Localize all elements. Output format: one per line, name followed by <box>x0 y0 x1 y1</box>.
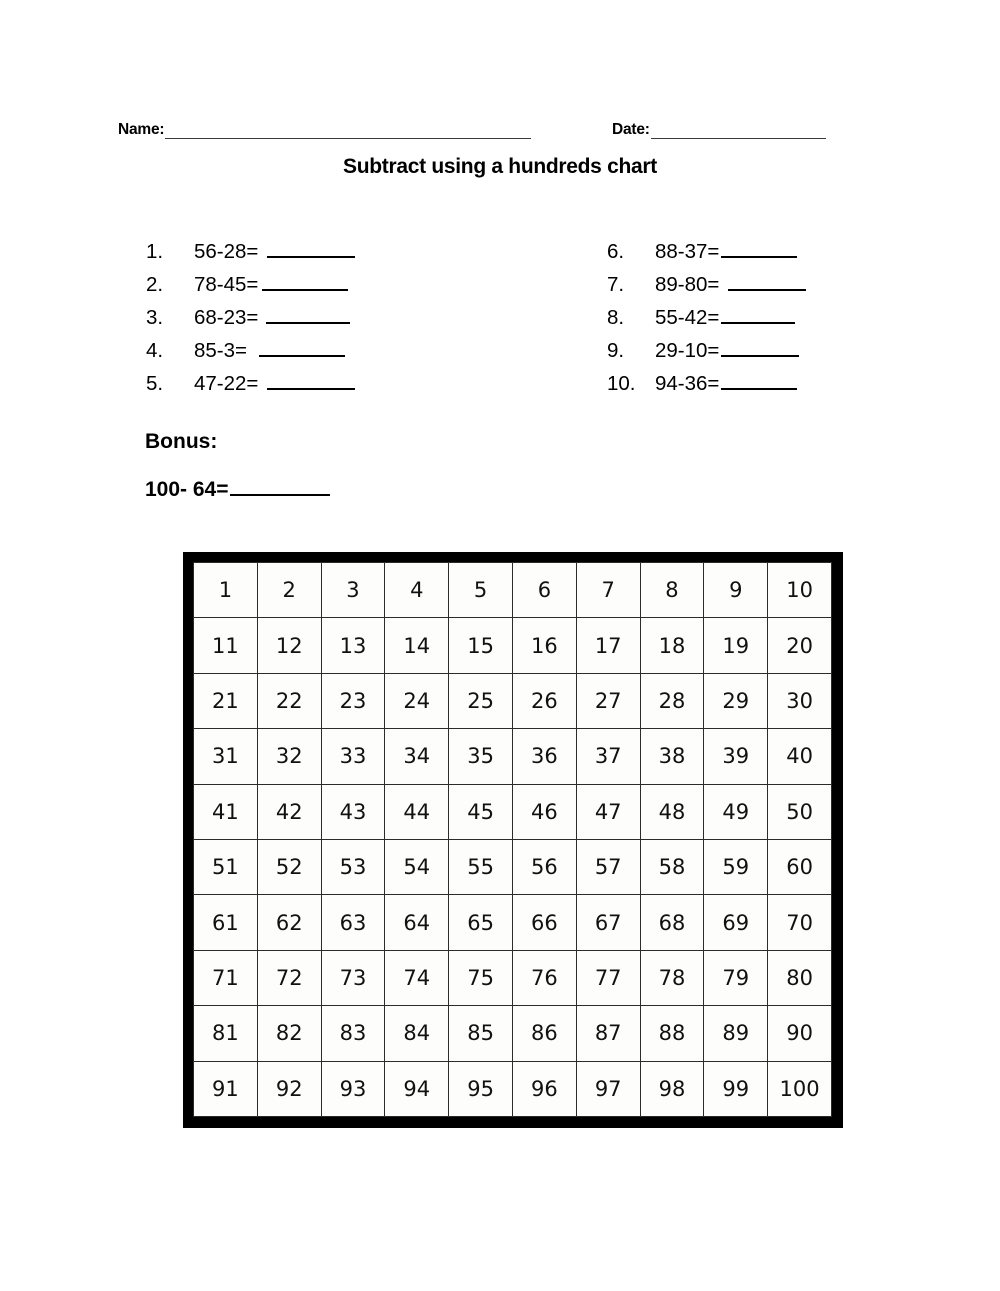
hundreds-chart-cell[interactable]: 44 <box>385 784 449 839</box>
hundreds-chart-cell[interactable]: 8 <box>640 563 704 618</box>
hundreds-chart-cell[interactable]: 15 <box>449 618 513 673</box>
date-input-rule[interactable] <box>651 123 826 139</box>
problem-number: 9. <box>607 339 625 362</box>
hundreds-chart-cell[interactable]: 38 <box>640 729 704 784</box>
problem-number: 7. <box>607 273 625 296</box>
hundreds-chart-row <box>194 1006 832 1061</box>
problem-set <box>0 240 1000 415</box>
problem-item <box>607 372 937 405</box>
problem-number: 5. <box>146 372 164 395</box>
hundreds-chart-cell[interactable]: 9 <box>704 563 768 618</box>
hundreds-chart-cell[interactable]: 45 <box>449 784 513 839</box>
answer-blank[interactable] <box>267 376 355 390</box>
problem-equation: 85-3= <box>194 339 248 362</box>
problem-equation: 94-36= <box>655 372 720 395</box>
problem-equation: 47-22= <box>194 372 259 395</box>
hundreds-chart-cell[interactable]: 95 <box>449 1061 513 1116</box>
hundreds-chart <box>183 552 843 1128</box>
hundreds-chart-cell[interactable]: 46 <box>512 784 576 839</box>
problem-column-right <box>607 240 937 405</box>
answer-blank[interactable] <box>721 244 797 258</box>
hundreds-chart-cell[interactable]: 57 <box>576 839 640 894</box>
hundreds-chart-cell[interactable]: 87 <box>576 1006 640 1061</box>
hundreds-chart-cell[interactable]: 71 <box>194 950 258 1005</box>
problem-equation: 68-23= <box>194 306 259 329</box>
answer-blank[interactable] <box>266 310 350 324</box>
problem-number: 8. <box>607 306 625 329</box>
date-field[interactable] <box>612 113 826 139</box>
hundreds-chart-cell[interactable]: 88 <box>640 1006 704 1061</box>
hundreds-chart-cell[interactable]: 29 <box>704 673 768 728</box>
problem-column-left <box>146 240 476 405</box>
hundreds-chart-cell[interactable]: 42 <box>257 784 321 839</box>
answer-blank[interactable] <box>721 310 795 324</box>
hundreds-chart-cell[interactable]: 86 <box>512 1006 576 1061</box>
hundreds-chart-cell[interactable]: 32 <box>257 729 321 784</box>
hundreds-chart-cell[interactable]: 100 <box>768 1061 832 1116</box>
hundreds-chart-cell[interactable]: 60 <box>768 839 832 894</box>
hundreds-chart-cell[interactable]: 65 <box>449 895 513 950</box>
hundreds-chart-cell[interactable]: 1 <box>194 563 258 618</box>
hundreds-chart-row <box>194 729 832 784</box>
hundreds-chart-row <box>194 839 832 894</box>
problem-number: 6. <box>607 240 625 263</box>
hundreds-chart-cell[interactable]: 10 <box>768 563 832 618</box>
hundreds-chart-cell[interactable]: 66 <box>512 895 576 950</box>
problem-number: 4. <box>146 339 164 362</box>
hundreds-chart-cell[interactable]: 92 <box>257 1061 321 1116</box>
hundreds-chart-cell[interactable]: 74 <box>385 950 449 1005</box>
hundreds-chart-cell[interactable]: 33 <box>321 729 385 784</box>
hundreds-chart-cell[interactable]: 67 <box>576 895 640 950</box>
hundreds-chart-cell[interactable]: 26 <box>512 673 576 728</box>
hundreds-chart-cell[interactable]: 82 <box>257 1006 321 1061</box>
hundreds-chart-cell[interactable]: 78 <box>640 950 704 1005</box>
hundreds-chart-row <box>194 673 832 728</box>
hundreds-chart-cell[interactable]: 75 <box>449 950 513 1005</box>
hundreds-chart-cell[interactable]: 2 <box>257 563 321 618</box>
hundreds-chart-cell[interactable]: 17 <box>576 618 640 673</box>
hundreds-chart-cell[interactable]: 34 <box>385 729 449 784</box>
hundreds-chart-cell[interactable]: 41 <box>194 784 258 839</box>
answer-blank[interactable] <box>721 343 799 357</box>
hundreds-chart-cell[interactable]: 49 <box>704 784 768 839</box>
hundreds-chart-cell[interactable]: 58 <box>640 839 704 894</box>
hundreds-chart-cell[interactable]: 28 <box>640 673 704 728</box>
answer-blank[interactable] <box>721 376 797 390</box>
hundreds-chart-cell[interactable]: 52 <box>257 839 321 894</box>
hundreds-chart-cell[interactable]: 89 <box>704 1006 768 1061</box>
hundreds-chart-cell[interactable]: 90 <box>768 1006 832 1061</box>
problem-number: 3. <box>146 306 164 329</box>
hundreds-chart-cell[interactable]: 24 <box>385 673 449 728</box>
bonus-answer-blank[interactable] <box>230 482 330 496</box>
hundreds-chart-row <box>194 784 832 839</box>
hundreds-chart-cell[interactable]: 56 <box>512 839 576 894</box>
hundreds-chart-cell[interactable]: 83 <box>321 1006 385 1061</box>
hundreds-chart-cell[interactable]: 73 <box>321 950 385 1005</box>
hundreds-chart-cell[interactable]: 12 <box>257 618 321 673</box>
hundreds-chart-cell[interactable]: 68 <box>640 895 704 950</box>
answer-blank[interactable] <box>267 244 355 258</box>
problem-item <box>146 273 476 306</box>
hundreds-chart-cell[interactable]: 79 <box>704 950 768 1005</box>
hundreds-chart-cell[interactable]: 55 <box>449 839 513 894</box>
problem-item <box>607 339 937 372</box>
problem-number: 1. <box>146 240 164 263</box>
hundreds-chart-cell[interactable]: 85 <box>449 1006 513 1061</box>
hundreds-chart-cell[interactable]: 59 <box>704 839 768 894</box>
hundreds-chart-cell[interactable]: 62 <box>257 895 321 950</box>
bonus-problem <box>145 478 330 502</box>
hundreds-chart-cell[interactable]: 47 <box>576 784 640 839</box>
problem-equation: 29-10= <box>655 339 720 362</box>
hundreds-chart-cell[interactable]: 61 <box>194 895 258 950</box>
problem-item <box>607 273 937 306</box>
date-label: Date: <box>612 121 650 138</box>
answer-blank[interactable] <box>259 343 345 357</box>
hundreds-chart-cell[interactable]: 31 <box>194 729 258 784</box>
hundreds-chart-cell[interactable]: 25 <box>449 673 513 728</box>
hundreds-chart-body <box>194 563 832 1117</box>
hundreds-chart-cell[interactable]: 30 <box>768 673 832 728</box>
name-input-rule[interactable] <box>165 123 531 139</box>
problem-equation: 88-37= <box>655 240 720 263</box>
hundreds-chart-cell[interactable]: 6 <box>512 563 576 618</box>
hundreds-chart-cell[interactable]: 93 <box>321 1061 385 1116</box>
problem-item <box>146 306 476 339</box>
bonus-equation: 100- 64= <box>145 478 229 501</box>
hundreds-chart-cell[interactable]: 18 <box>640 618 704 673</box>
hundreds-chart-cell[interactable]: 4 <box>385 563 449 618</box>
hundreds-chart-cell[interactable]: 20 <box>768 618 832 673</box>
hundreds-chart-cell[interactable]: 39 <box>704 729 768 784</box>
hundreds-chart-cell[interactable]: 97 <box>576 1061 640 1116</box>
hundreds-chart-cell[interactable]: 21 <box>194 673 258 728</box>
hundreds-chart-cell[interactable]: 14 <box>385 618 449 673</box>
name-field[interactable] <box>118 113 531 139</box>
hundreds-chart-cell[interactable]: 35 <box>449 729 513 784</box>
hundreds-chart-grid <box>193 562 832 1117</box>
hundreds-chart-row <box>194 563 832 618</box>
hundreds-chart-cell[interactable]: 13 <box>321 618 385 673</box>
answer-blank[interactable] <box>262 277 348 291</box>
problem-item <box>146 372 476 405</box>
problem-item <box>146 339 476 372</box>
hundreds-chart-cell[interactable]: 77 <box>576 950 640 1005</box>
hundreds-chart-cell[interactable]: 50 <box>768 784 832 839</box>
hundreds-chart-row <box>194 1061 832 1116</box>
hundreds-chart-cell[interactable]: 51 <box>194 839 258 894</box>
problem-item <box>607 240 937 273</box>
hundreds-chart-cell[interactable]: 7 <box>576 563 640 618</box>
hundreds-chart-cell[interactable]: 48 <box>640 784 704 839</box>
hundreds-chart-cell[interactable]: 94 <box>385 1061 449 1116</box>
problem-item <box>146 240 476 273</box>
hundreds-chart-cell[interactable]: 99 <box>704 1061 768 1116</box>
hundreds-chart-cell[interactable]: 16 <box>512 618 576 673</box>
problem-equation: 56-28= <box>194 240 259 263</box>
hundreds-chart-cell[interactable]: 40 <box>768 729 832 784</box>
hundreds-chart-cell[interactable]: 80 <box>768 950 832 1005</box>
page-title: Subtract using a hundreds chart <box>343 155 657 178</box>
hundreds-chart-cell[interactable]: 37 <box>576 729 640 784</box>
answer-blank[interactable] <box>728 277 806 291</box>
hundreds-chart-cell[interactable]: 36 <box>512 729 576 784</box>
bonus-heading: Bonus: <box>145 430 218 453</box>
hundreds-chart-cell[interactable]: 3 <box>321 563 385 618</box>
hundreds-chart-cell[interactable]: 96 <box>512 1061 576 1116</box>
hundreds-chart-cell[interactable]: 19 <box>704 618 768 673</box>
hundreds-chart-cell[interactable]: 72 <box>257 950 321 1005</box>
worksheet-header <box>0 113 1000 139</box>
hundreds-chart-cell[interactable]: 91 <box>194 1061 258 1116</box>
hundreds-chart-cell[interactable]: 81 <box>194 1006 258 1061</box>
hundreds-chart-row <box>194 950 832 1005</box>
problem-equation: 89-80= <box>655 273 720 296</box>
hundreds-chart-cell[interactable]: 64 <box>385 895 449 950</box>
hundreds-chart-cell[interactable]: 84 <box>385 1006 449 1061</box>
problem-number: 2. <box>146 273 164 296</box>
problem-number: 10. <box>607 372 636 395</box>
name-label: Name: <box>118 121 165 138</box>
hundreds-chart-cell[interactable]: 22 <box>257 673 321 728</box>
hundreds-chart-cell[interactable]: 70 <box>768 895 832 950</box>
hundreds-chart-cell[interactable]: 63 <box>321 895 385 950</box>
hundreds-chart-cell[interactable]: 11 <box>194 618 258 673</box>
hundreds-chart-cell[interactable]: 53 <box>321 839 385 894</box>
problem-equation: 78-45= <box>194 273 259 296</box>
hundreds-chart-cell[interactable]: 5 <box>449 563 513 618</box>
hundreds-chart-row <box>194 895 832 950</box>
hundreds-chart-cell[interactable]: 98 <box>640 1061 704 1116</box>
hundreds-chart-cell[interactable]: 23 <box>321 673 385 728</box>
problem-item <box>607 306 937 339</box>
hundreds-chart-row <box>194 618 832 673</box>
hundreds-chart-cell[interactable]: 76 <box>512 950 576 1005</box>
hundreds-chart-cell[interactable]: 54 <box>385 839 449 894</box>
hundreds-chart-cell[interactable]: 43 <box>321 784 385 839</box>
hundreds-chart-cell[interactable]: 27 <box>576 673 640 728</box>
hundreds-chart-cell[interactable]: 69 <box>704 895 768 950</box>
problem-equation: 55-42= <box>655 306 720 329</box>
